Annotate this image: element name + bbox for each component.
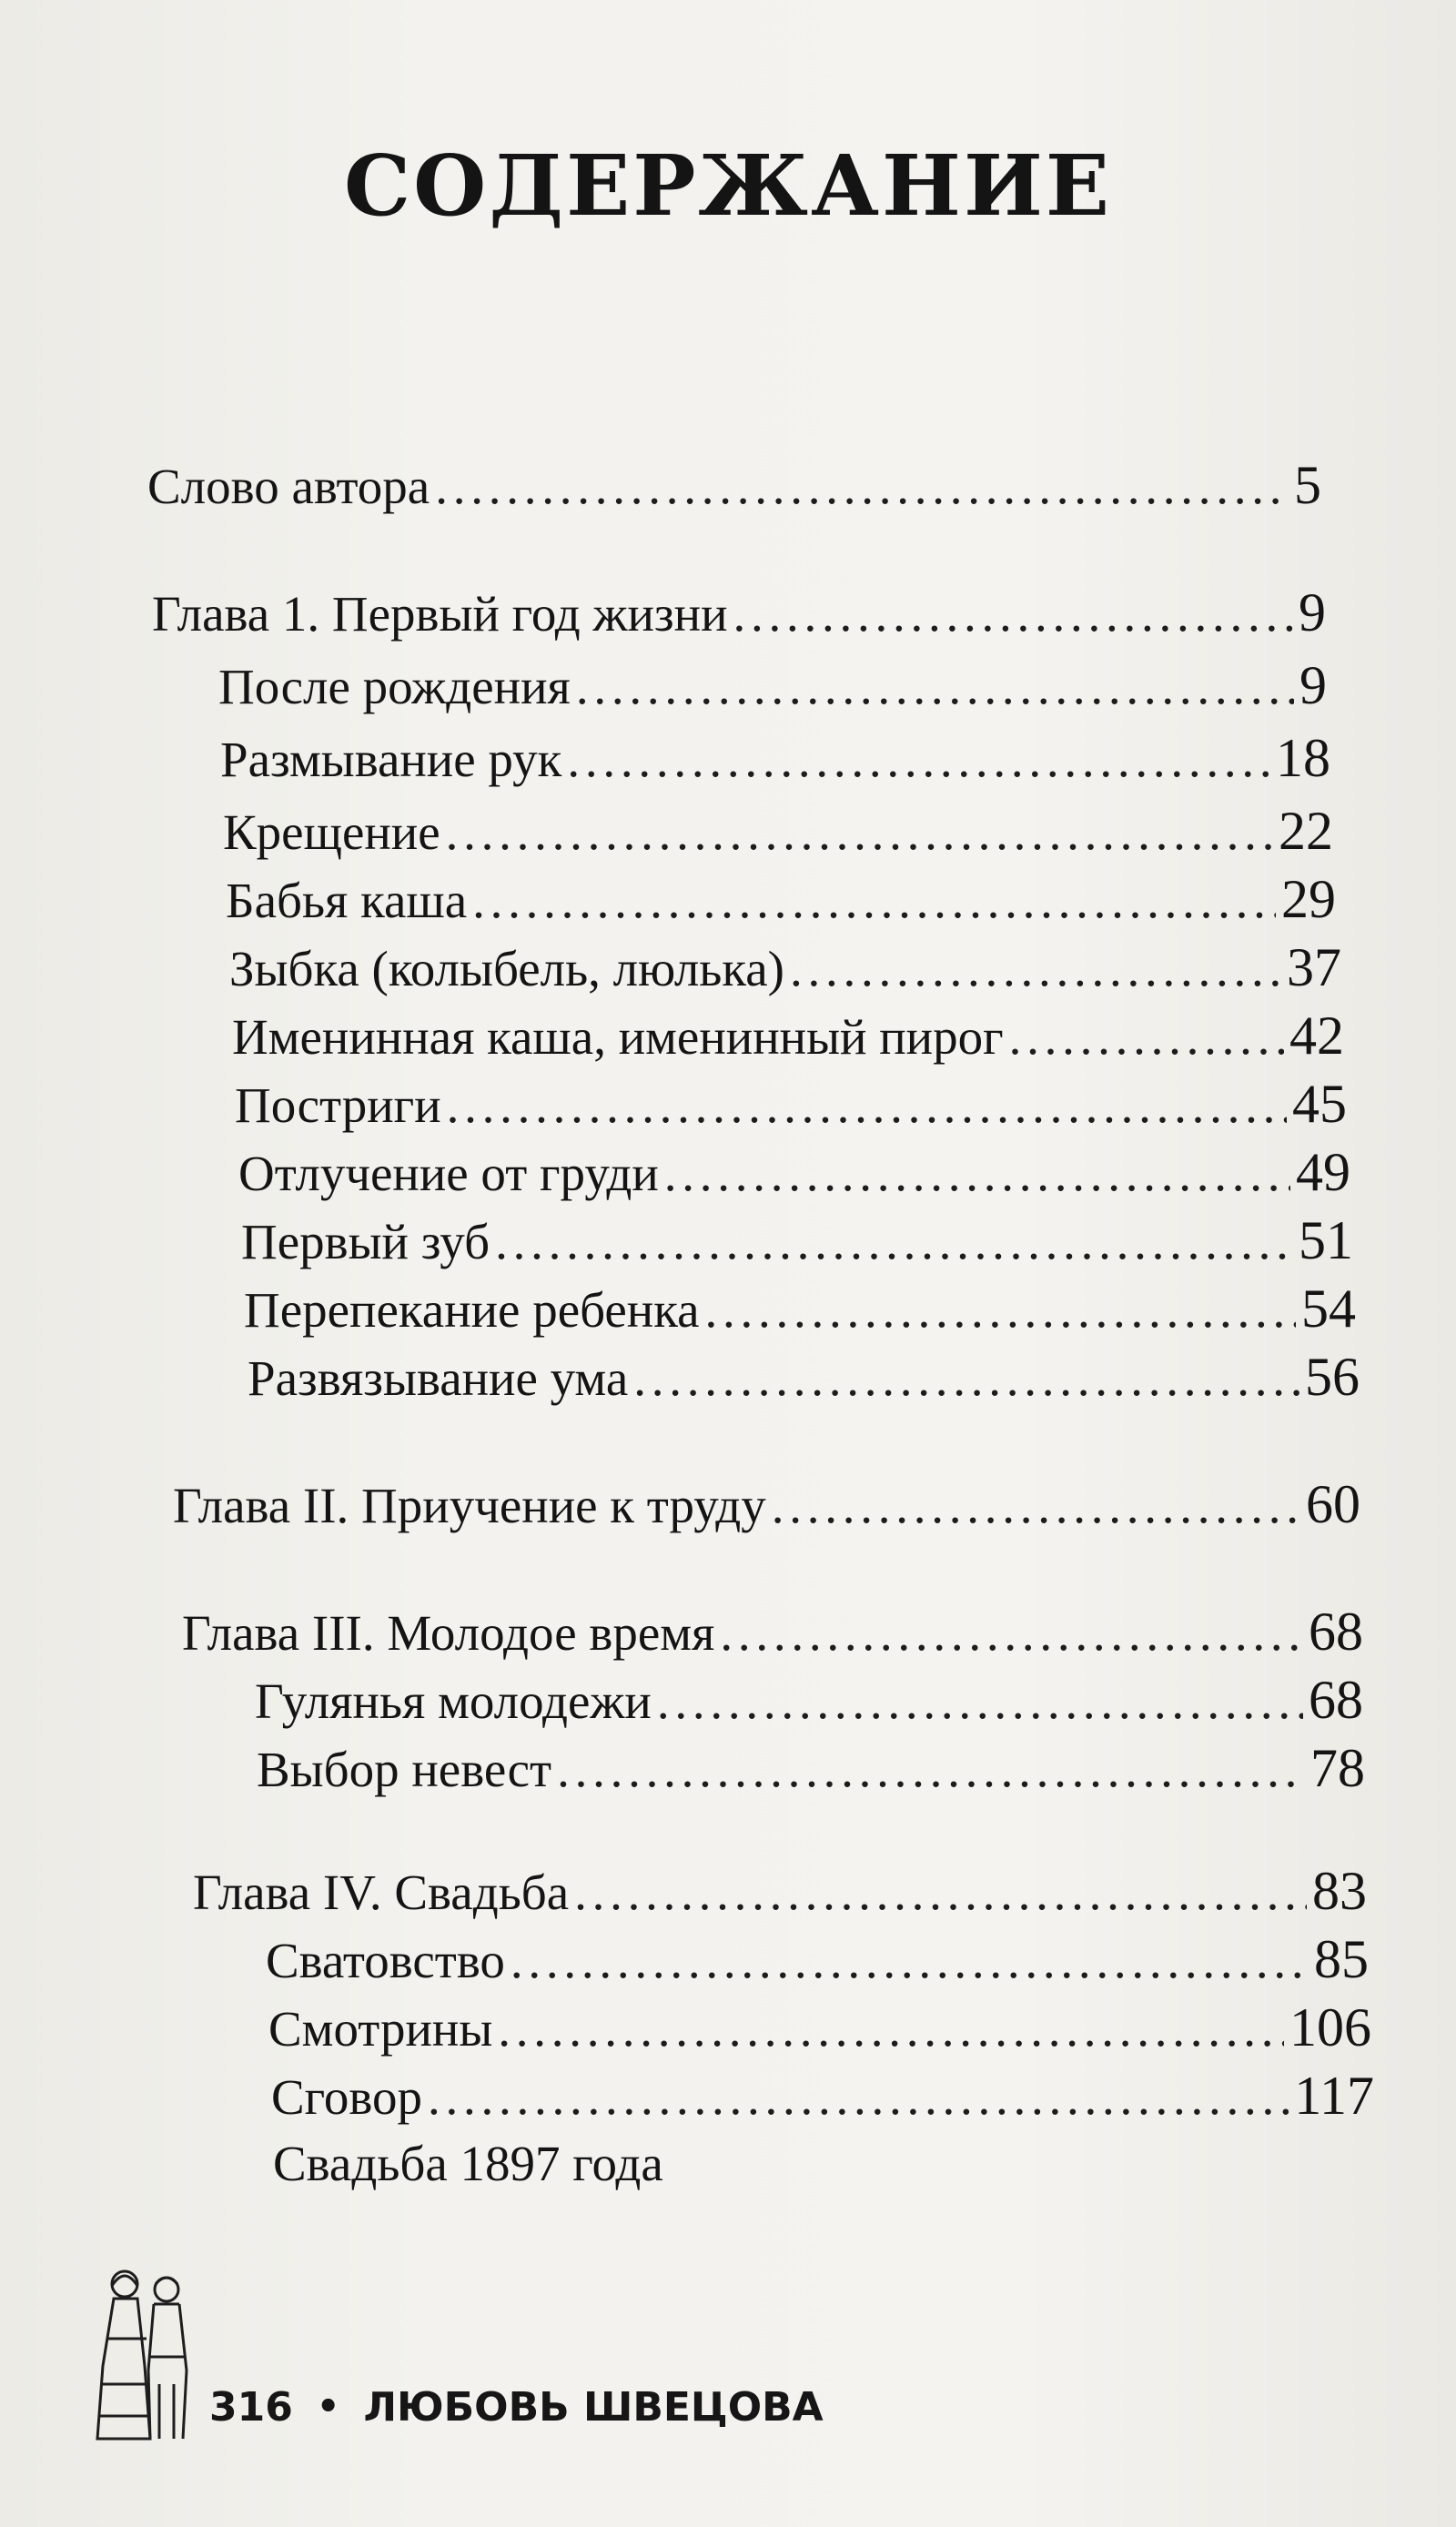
toc-entry[interactable] [193, 1856, 1367, 1926]
toc-entry[interactable] [244, 1274, 1356, 1343]
toc-entry[interactable] [218, 651, 1327, 720]
toc-entry-page: 5 [1294, 455, 1321, 515]
toc-entry-label: Глава III. Молодое время [182, 1605, 715, 1661]
toc-entry-page: 60 [1306, 1474, 1360, 1534]
toc-entry[interactable] [273, 2129, 1092, 2198]
toc-entry-label: Глава 1. Первый год жизни [152, 586, 728, 642]
toc-entry-label: Смотрины [268, 2001, 493, 2057]
dot-leader [772, 1471, 1300, 1541]
toc-entry-label: Отлучение от груди [238, 1146, 659, 1201]
dot-leader [557, 1735, 1305, 1804]
couple-illustration-icon [86, 2257, 200, 2452]
dot-leader [574, 1858, 1307, 1927]
footer-page-number: 316 [209, 2383, 293, 2431]
toc-entry-label: Зыбка (колыбель, люлька) [229, 941, 784, 996]
toc-entry-page: 68 [1309, 1670, 1363, 1730]
dot-leader [447, 1071, 1287, 1140]
dot-leader [664, 1139, 1290, 1208]
toc-entry-label: Перепекание ребенка [244, 1282, 700, 1338]
toc-entry-page: 51 [1299, 1210, 1353, 1270]
toc-entry-page: 68 [1309, 1602, 1363, 1662]
footer-author: ЛЮБОВЬ ШВЕЦОВА [363, 2383, 824, 2431]
dot-leader [495, 1208, 1293, 1277]
toc-entry-page: 18 [1276, 728, 1330, 788]
toc-entry-label: Бабья каша [226, 873, 468, 928]
dot-leader [657, 1667, 1303, 1736]
toc-entry-page: 9 [1299, 582, 1326, 642]
toc-entry[interactable] [147, 450, 1321, 520]
toc-entry[interactable] [271, 2061, 1374, 2130]
toc-entry-label: Слово автора [147, 459, 430, 514]
dot-leader [511, 1926, 1309, 1996]
page-title: СОДЕРЖАНИЕ [343, 136, 1113, 235]
toc-entry-label: Глава II. Приучение к труду [173, 1478, 766, 1533]
toc-entry[interactable] [220, 723, 1330, 793]
toc-entry-label: Сговор [271, 2069, 422, 2125]
dot-leader [435, 452, 1289, 521]
dot-leader [428, 2063, 1289, 2132]
toc-entry-page: 106 [1289, 1997, 1371, 2057]
toc-entry-label: Постриги [235, 1077, 441, 1133]
dot-leader [576, 652, 1294, 722]
footer-bullet: • [316, 2386, 340, 2428]
toc-entry[interactable] [152, 578, 1326, 647]
toc-entry[interactable] [223, 796, 1333, 865]
dot-leader [705, 1276, 1296, 1345]
dot-leader [633, 1344, 1299, 1413]
dot-leader [720, 1599, 1303, 1668]
toc-entry[interactable] [232, 1001, 1344, 1070]
dot-leader [1009, 1003, 1284, 1072]
toc-entry-page: 22 [1279, 801, 1333, 861]
toc-entry-page: 117 [1294, 2066, 1374, 2126]
toc-entry[interactable] [248, 1342, 1360, 1411]
toc-entry[interactable] [226, 864, 1336, 934]
toc-entry-page: 83 [1312, 1861, 1367, 1921]
dot-leader [446, 798, 1273, 867]
toc-entry-label: Развязывание ума [248, 1350, 629, 1406]
toc-entry-label: Выбор невест [257, 1742, 552, 1797]
toc-entry-label: Глава IV. Свадьба [193, 1865, 570, 1920]
toc-entry-page: 42 [1289, 1006, 1344, 1066]
dot-leader [498, 1995, 1284, 2064]
toc-entry-label: Крещение [223, 804, 440, 860]
toc-entry-label: Свадьба 1897 года [273, 2136, 663, 2191]
dot-leader [790, 935, 1281, 1004]
page-footer [209, 2375, 824, 2439]
dot-leader [733, 580, 1293, 649]
toc-entry-page: 78 [1310, 1738, 1365, 1798]
toc-entry[interactable] [229, 933, 1341, 1002]
toc-entry[interactable] [255, 1665, 1363, 1734]
toc-entry[interactable] [266, 1925, 1369, 1994]
toc-entry[interactable] [173, 1470, 1360, 1539]
toc-entry[interactable] [241, 1206, 1353, 1275]
toc-entry[interactable] [238, 1137, 1350, 1207]
toc-entry-label: Гулянья молодежи [255, 1673, 652, 1729]
dot-leader [567, 725, 1270, 794]
toc-entry[interactable] [268, 1993, 1371, 2062]
toc-entry-label: После рождения [218, 659, 571, 714]
toc-entry-label: Размывание рук [220, 732, 562, 787]
toc-entry-page: 29 [1281, 869, 1336, 929]
toc-entry[interactable] [257, 1734, 1365, 1803]
toc-entry-label: Сватовство [266, 1933, 505, 1988]
toc-entry-page: 85 [1314, 1929, 1369, 1989]
toc-entry-page: 9 [1299, 655, 1327, 715]
dot-leader [472, 866, 1276, 935]
toc-entry-page: 37 [1287, 937, 1341, 997]
toc-entry-page: 45 [1292, 1074, 1347, 1134]
toc-entry[interactable] [182, 1597, 1363, 1666]
toc-entry-label: Первый зуб [241, 1214, 490, 1269]
toc-entry-page: 49 [1296, 1142, 1350, 1202]
toc-entry-page: 54 [1301, 1279, 1356, 1339]
toc-entry[interactable] [235, 1069, 1347, 1138]
toc-entry-label: Именинная каша, именинный пирог [232, 1009, 1004, 1065]
toc-entry-page: 56 [1305, 1347, 1360, 1407]
